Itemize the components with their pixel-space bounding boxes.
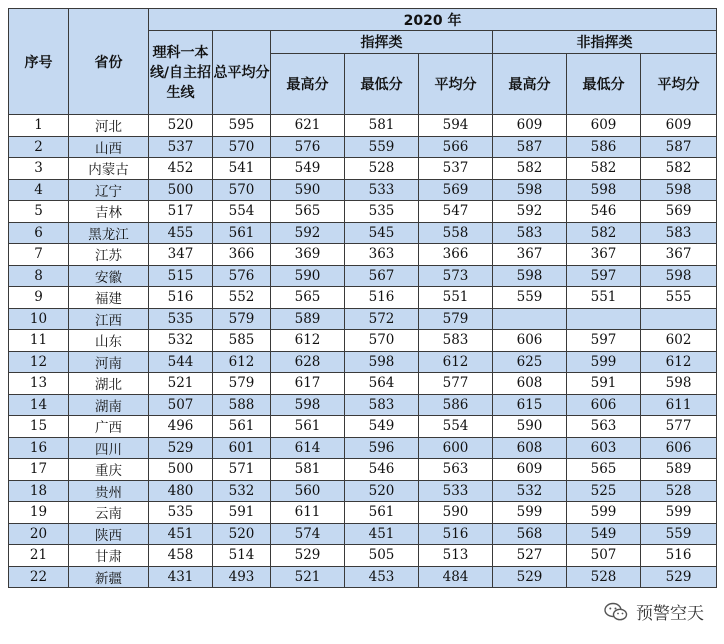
cell-noncommand-max: 608 bbox=[493, 373, 567, 395]
cell-command-avg: 594 bbox=[419, 115, 493, 137]
score-table bbox=[8, 8, 717, 588]
cell-command-avg: 554 bbox=[419, 416, 493, 438]
cell-command-min: 549 bbox=[345, 416, 419, 438]
watermark bbox=[604, 599, 704, 624]
cell-noncommand-max: 527 bbox=[493, 545, 567, 567]
cell-command-min: 545 bbox=[345, 222, 419, 244]
cell-total-avg: 561 bbox=[213, 222, 271, 244]
cell-noncommand-max: 367 bbox=[493, 244, 567, 266]
cell-command-avg: 573 bbox=[419, 265, 493, 287]
table-row bbox=[9, 480, 717, 502]
cell-noncommand-max: 598 bbox=[493, 265, 567, 287]
cell-command-max: 576 bbox=[271, 136, 345, 158]
cell-command-avg: 569 bbox=[419, 179, 493, 201]
cell-noncommand-max: 625 bbox=[493, 351, 567, 373]
table-body bbox=[9, 115, 717, 588]
cell-command-max: 590 bbox=[271, 179, 345, 201]
cell-seq: 12 bbox=[9, 351, 69, 373]
cell-noncommand-min: 525 bbox=[567, 480, 641, 502]
cell-noncommand-avg: 516 bbox=[641, 545, 717, 567]
cell-noncommand-max: 599 bbox=[493, 502, 567, 524]
cell-total-avg: 612 bbox=[213, 351, 271, 373]
cell-seq: 11 bbox=[9, 330, 69, 352]
cell-command-min: 363 bbox=[345, 244, 419, 266]
cell-noncommand-avg: 583 bbox=[641, 222, 717, 244]
cell-command-avg: 590 bbox=[419, 502, 493, 524]
cell-command-avg: 600 bbox=[419, 437, 493, 459]
cell-province: 江苏 bbox=[69, 244, 149, 266]
cell-command-min: 516 bbox=[345, 287, 419, 309]
cell-noncommand-min: 528 bbox=[567, 566, 641, 588]
cell-command-max: 621 bbox=[271, 115, 345, 137]
cell-baseline: 532 bbox=[149, 330, 213, 352]
cell-command-min: 570 bbox=[345, 330, 419, 352]
cell-baseline: 521 bbox=[149, 373, 213, 395]
header-province: 省份 bbox=[69, 9, 149, 115]
cell-noncommand-max: 587 bbox=[493, 136, 567, 158]
cell-seq: 8 bbox=[9, 265, 69, 287]
table-row bbox=[9, 545, 717, 567]
cell-noncommand-min: 507 bbox=[567, 545, 641, 567]
cell-noncommand-avg: 598 bbox=[641, 179, 717, 201]
cell-command-avg: 566 bbox=[419, 136, 493, 158]
cell-noncommand-min: 367 bbox=[567, 244, 641, 266]
table-row bbox=[9, 265, 717, 287]
cell-command-max: 598 bbox=[271, 394, 345, 416]
cell-baseline: 480 bbox=[149, 480, 213, 502]
cell-seq: 9 bbox=[9, 287, 69, 309]
cell-command-min: 546 bbox=[345, 459, 419, 481]
cell-command-min: 505 bbox=[345, 545, 419, 567]
cell-noncommand-avg bbox=[641, 308, 717, 330]
cell-noncommand-min: 549 bbox=[567, 523, 641, 545]
cell-command-min: 598 bbox=[345, 351, 419, 373]
cell-noncommand-min: 606 bbox=[567, 394, 641, 416]
cell-seq: 21 bbox=[9, 545, 69, 567]
cell-noncommand-min: 609 bbox=[567, 115, 641, 137]
cell-seq: 19 bbox=[9, 502, 69, 524]
header-year: 2020 年 bbox=[149, 9, 717, 31]
cell-province: 甘肃 bbox=[69, 545, 149, 567]
cell-command-min: 559 bbox=[345, 136, 419, 158]
cell-command-min: 533 bbox=[345, 179, 419, 201]
watermark-text: 预警空天 bbox=[636, 604, 704, 624]
cell-command-min: 451 bbox=[345, 523, 419, 545]
cell-noncommand-min: 565 bbox=[567, 459, 641, 481]
cell-command-max: 581 bbox=[271, 459, 345, 481]
cell-noncommand-min: 582 bbox=[567, 222, 641, 244]
cell-command-min: 520 bbox=[345, 480, 419, 502]
cell-total-avg: 570 bbox=[213, 179, 271, 201]
cell-noncommand-avg: 555 bbox=[641, 287, 717, 309]
cell-command-avg: 612 bbox=[419, 351, 493, 373]
header-command: 指挥类 bbox=[271, 31, 493, 54]
cell-total-avg: 561 bbox=[213, 416, 271, 438]
cell-command-min: 453 bbox=[345, 566, 419, 588]
cell-command-max: 589 bbox=[271, 308, 345, 330]
cell-command-min: 581 bbox=[345, 115, 419, 137]
cell-command-avg: 558 bbox=[419, 222, 493, 244]
cell-command-avg: 579 bbox=[419, 308, 493, 330]
cell-total-avg: 552 bbox=[213, 287, 271, 309]
cell-seq: 14 bbox=[9, 394, 69, 416]
cell-province: 吉林 bbox=[69, 201, 149, 223]
table-row bbox=[9, 394, 717, 416]
cell-noncommand-min: 591 bbox=[567, 373, 641, 395]
cell-noncommand-avg: 599 bbox=[641, 502, 717, 524]
cell-command-max: 590 bbox=[271, 265, 345, 287]
header-command-max: 最高分 bbox=[271, 54, 345, 115]
table-row bbox=[9, 566, 717, 588]
table-row bbox=[9, 416, 717, 438]
cell-noncommand-max: 532 bbox=[493, 480, 567, 502]
cell-noncommand-avg: 529 bbox=[641, 566, 717, 588]
cell-command-avg: 513 bbox=[419, 545, 493, 567]
cell-noncommand-max: 529 bbox=[493, 566, 567, 588]
cell-seq: 15 bbox=[9, 416, 69, 438]
table-row bbox=[9, 115, 717, 137]
cell-noncommand-max: 568 bbox=[493, 523, 567, 545]
header-baseline: 理科一本线/自主招生线 bbox=[149, 31, 213, 115]
cell-total-avg: 576 bbox=[213, 265, 271, 287]
cell-seq: 16 bbox=[9, 437, 69, 459]
wechat-icon bbox=[604, 602, 628, 622]
cell-province: 福建 bbox=[69, 287, 149, 309]
cell-noncommand-avg: 577 bbox=[641, 416, 717, 438]
header-seq: 序号 bbox=[9, 9, 69, 115]
cell-province: 重庆 bbox=[69, 459, 149, 481]
table-row bbox=[9, 287, 717, 309]
cell-baseline: 517 bbox=[149, 201, 213, 223]
cell-baseline: 452 bbox=[149, 158, 213, 180]
cell-total-avg: 541 bbox=[213, 158, 271, 180]
cell-command-max: 561 bbox=[271, 416, 345, 438]
table-row bbox=[9, 373, 717, 395]
cell-noncommand-avg: 611 bbox=[641, 394, 717, 416]
cell-command-min: 572 bbox=[345, 308, 419, 330]
table-row bbox=[9, 330, 717, 352]
cell-seq: 6 bbox=[9, 222, 69, 244]
cell-noncommand-min: 599 bbox=[567, 502, 641, 524]
cell-total-avg: 579 bbox=[213, 308, 271, 330]
cell-noncommand-avg: 587 bbox=[641, 136, 717, 158]
cell-noncommand-avg: 602 bbox=[641, 330, 717, 352]
cell-noncommand-avg: 528 bbox=[641, 480, 717, 502]
cell-baseline: 507 bbox=[149, 394, 213, 416]
cell-total-avg: 585 bbox=[213, 330, 271, 352]
cell-command-max: 369 bbox=[271, 244, 345, 266]
cell-command-max: 565 bbox=[271, 201, 345, 223]
table-row bbox=[9, 201, 717, 223]
cell-province: 陕西 bbox=[69, 523, 149, 545]
cell-total-avg: 588 bbox=[213, 394, 271, 416]
cell-baseline: 458 bbox=[149, 545, 213, 567]
cell-province: 山东 bbox=[69, 330, 149, 352]
cell-command-avg: 516 bbox=[419, 523, 493, 545]
cell-baseline: 431 bbox=[149, 566, 213, 588]
cell-noncommand-min: 603 bbox=[567, 437, 641, 459]
cell-noncommand-avg: 559 bbox=[641, 523, 717, 545]
cell-seq: 10 bbox=[9, 308, 69, 330]
cell-command-avg: 537 bbox=[419, 158, 493, 180]
cell-seq: 13 bbox=[9, 373, 69, 395]
cell-noncommand-max: 598 bbox=[493, 179, 567, 201]
cell-total-avg: 595 bbox=[213, 115, 271, 137]
cell-noncommand-max: 583 bbox=[493, 222, 567, 244]
cell-total-avg: 532 bbox=[213, 480, 271, 502]
cell-baseline: 537 bbox=[149, 136, 213, 158]
cell-command-avg: 366 bbox=[419, 244, 493, 266]
cell-command-max: 549 bbox=[271, 158, 345, 180]
cell-command-avg: 583 bbox=[419, 330, 493, 352]
cell-province: 湖南 bbox=[69, 394, 149, 416]
table-row bbox=[9, 179, 717, 201]
cell-command-min: 528 bbox=[345, 158, 419, 180]
table-row bbox=[9, 459, 717, 481]
cell-noncommand-avg: 582 bbox=[641, 158, 717, 180]
cell-province: 江西 bbox=[69, 308, 149, 330]
cell-noncommand-max: 582 bbox=[493, 158, 567, 180]
cell-baseline: 515 bbox=[149, 265, 213, 287]
cell-seq: 7 bbox=[9, 244, 69, 266]
cell-command-max: 521 bbox=[271, 566, 345, 588]
cell-noncommand-max bbox=[493, 308, 567, 330]
cell-province: 内蒙古 bbox=[69, 158, 149, 180]
cell-total-avg: 520 bbox=[213, 523, 271, 545]
cell-command-max: 611 bbox=[271, 502, 345, 524]
table-row bbox=[9, 244, 717, 266]
cell-province: 湖北 bbox=[69, 373, 149, 395]
cell-total-avg: 554 bbox=[213, 201, 271, 223]
cell-total-avg: 493 bbox=[213, 566, 271, 588]
cell-total-avg: 601 bbox=[213, 437, 271, 459]
cell-baseline: 451 bbox=[149, 523, 213, 545]
cell-command-max: 614 bbox=[271, 437, 345, 459]
cell-command-max: 560 bbox=[271, 480, 345, 502]
cell-baseline: 500 bbox=[149, 179, 213, 201]
cell-province: 云南 bbox=[69, 502, 149, 524]
cell-noncommand-avg: 367 bbox=[641, 244, 717, 266]
cell-noncommand-avg: 589 bbox=[641, 459, 717, 481]
cell-total-avg: 591 bbox=[213, 502, 271, 524]
cell-baseline: 347 bbox=[149, 244, 213, 266]
cell-command-max: 565 bbox=[271, 287, 345, 309]
cell-noncommand-max: 615 bbox=[493, 394, 567, 416]
cell-seq: 18 bbox=[9, 480, 69, 502]
cell-total-avg: 571 bbox=[213, 459, 271, 481]
table-row bbox=[9, 351, 717, 373]
cell-noncommand-avg: 606 bbox=[641, 437, 717, 459]
header-command-avg: 平均分 bbox=[419, 54, 493, 115]
cell-command-avg: 547 bbox=[419, 201, 493, 223]
cell-baseline: 535 bbox=[149, 308, 213, 330]
cell-seq: 17 bbox=[9, 459, 69, 481]
cell-total-avg: 570 bbox=[213, 136, 271, 158]
cell-noncommand-min: 563 bbox=[567, 416, 641, 438]
cell-command-min: 535 bbox=[345, 201, 419, 223]
cell-province: 四川 bbox=[69, 437, 149, 459]
cell-noncommand-avg: 609 bbox=[641, 115, 717, 137]
cell-noncommand-min: 598 bbox=[567, 179, 641, 201]
cell-noncommand-avg: 598 bbox=[641, 265, 717, 287]
cell-seq: 22 bbox=[9, 566, 69, 588]
cell-command-max: 628 bbox=[271, 351, 345, 373]
cell-total-avg: 366 bbox=[213, 244, 271, 266]
table-row bbox=[9, 502, 717, 524]
cell-baseline: 520 bbox=[149, 115, 213, 137]
cell-noncommand-min: 599 bbox=[567, 351, 641, 373]
cell-baseline: 496 bbox=[149, 416, 213, 438]
cell-noncommand-avg: 598 bbox=[641, 373, 717, 395]
cell-command-avg: 484 bbox=[419, 566, 493, 588]
cell-command-min: 596 bbox=[345, 437, 419, 459]
cell-baseline: 500 bbox=[149, 459, 213, 481]
cell-noncommand-min: 597 bbox=[567, 330, 641, 352]
cell-seq: 4 bbox=[9, 179, 69, 201]
cell-noncommand-min bbox=[567, 308, 641, 330]
cell-seq: 1 bbox=[9, 115, 69, 137]
cell-province: 广西 bbox=[69, 416, 149, 438]
cell-noncommand-min: 551 bbox=[567, 287, 641, 309]
cell-command-min: 583 bbox=[345, 394, 419, 416]
cell-total-avg: 514 bbox=[213, 545, 271, 567]
cell-baseline: 455 bbox=[149, 222, 213, 244]
cell-noncommand-max: 592 bbox=[493, 201, 567, 223]
cell-noncommand-max: 590 bbox=[493, 416, 567, 438]
header-noncommand: 非指挥类 bbox=[493, 31, 717, 54]
cell-noncommand-avg: 612 bbox=[641, 351, 717, 373]
table-row bbox=[9, 222, 717, 244]
cell-noncommand-max: 608 bbox=[493, 437, 567, 459]
cell-province: 黑龙江 bbox=[69, 222, 149, 244]
cell-command-min: 561 bbox=[345, 502, 419, 524]
cell-command-max: 617 bbox=[271, 373, 345, 395]
cell-command-avg: 563 bbox=[419, 459, 493, 481]
cell-province: 新疆 bbox=[69, 566, 149, 588]
cell-command-avg: 533 bbox=[419, 480, 493, 502]
cell-noncommand-avg: 569 bbox=[641, 201, 717, 223]
cell-province: 安徽 bbox=[69, 265, 149, 287]
cell-province: 河北 bbox=[69, 115, 149, 137]
cell-baseline: 544 bbox=[149, 351, 213, 373]
cell-total-avg: 579 bbox=[213, 373, 271, 395]
cell-seq: 2 bbox=[9, 136, 69, 158]
cell-noncommand-max: 559 bbox=[493, 287, 567, 309]
cell-noncommand-min: 586 bbox=[567, 136, 641, 158]
cell-seq: 3 bbox=[9, 158, 69, 180]
cell-baseline: 516 bbox=[149, 287, 213, 309]
cell-command-avg: 586 bbox=[419, 394, 493, 416]
cell-command-max: 592 bbox=[271, 222, 345, 244]
cell-command-avg: 551 bbox=[419, 287, 493, 309]
cell-province: 贵州 bbox=[69, 480, 149, 502]
header-total-avg: 总平均分 bbox=[213, 31, 271, 115]
cell-command-max: 574 bbox=[271, 523, 345, 545]
cell-seq: 5 bbox=[9, 201, 69, 223]
table-row bbox=[9, 308, 717, 330]
cell-command-min: 564 bbox=[345, 373, 419, 395]
cell-command-avg: 577 bbox=[419, 373, 493, 395]
header-noncommand-min: 最低分 bbox=[567, 54, 641, 115]
header-noncommand-max: 最高分 bbox=[493, 54, 567, 115]
cell-noncommand-min: 597 bbox=[567, 265, 641, 287]
table-row bbox=[9, 158, 717, 180]
header-noncommand-avg: 平均分 bbox=[641, 54, 717, 115]
table-row bbox=[9, 136, 717, 158]
cell-noncommand-min: 546 bbox=[567, 201, 641, 223]
cell-province: 河南 bbox=[69, 351, 149, 373]
table-row bbox=[9, 523, 717, 545]
cell-noncommand-max: 609 bbox=[493, 115, 567, 137]
cell-province: 山西 bbox=[69, 136, 149, 158]
header-command-min: 最低分 bbox=[345, 54, 419, 115]
cell-baseline: 535 bbox=[149, 502, 213, 524]
cell-noncommand-min: 582 bbox=[567, 158, 641, 180]
table-row bbox=[9, 437, 717, 459]
cell-noncommand-max: 609 bbox=[493, 459, 567, 481]
cell-province: 辽宁 bbox=[69, 179, 149, 201]
cell-noncommand-max: 606 bbox=[493, 330, 567, 352]
table-header bbox=[9, 9, 717, 115]
cell-seq: 20 bbox=[9, 523, 69, 545]
cell-command-min: 567 bbox=[345, 265, 419, 287]
cell-command-max: 612 bbox=[271, 330, 345, 352]
cell-baseline: 529 bbox=[149, 437, 213, 459]
cell-command-max: 529 bbox=[271, 545, 345, 567]
